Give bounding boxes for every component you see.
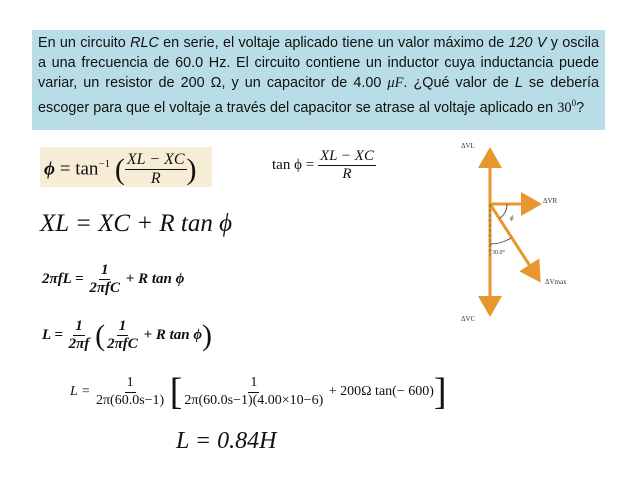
eq-L-fraction-1: $\frac{1}{2\pi f}$ (68, 318, 90, 353)
problem-statement (32, 30, 605, 130)
phasor-vmax-arrow (490, 204, 539, 280)
problem-angle: $30^0$ (557, 98, 577, 116)
eq-2pifl-fraction: $\frac{1}{\text{2πfC}}$ (89, 262, 121, 297)
equation-2pifl: 2πfL = $\frac{1}{\text{2πfC}}$ + R tan ϕ (42, 262, 185, 297)
label-phi: ϕ (510, 214, 514, 222)
eq-tan: = tan (59, 158, 99, 180)
problem-microfarad: μF (387, 75, 404, 91)
phasor-phi-arc (500, 204, 507, 218)
problem-voltage: 120 V (508, 35, 547, 51)
label-dvl: ΔVL (461, 142, 475, 150)
result-equation: L = 0.84H (176, 428, 277, 454)
eq-phi-symbol: ϕ (44, 158, 55, 180)
eq-sub-fraction-1: $\frac{1}{2\pi(60.0s-1)}$ (95, 375, 165, 408)
label-dvmax: ΔVmax (545, 278, 567, 286)
eq-tan-lhs: tan ϕ = (272, 157, 315, 174)
problem-rlc: RLC (130, 35, 159, 51)
problem-L: L (514, 75, 523, 91)
eq-tan-fraction: $\frac{XL - XC}{R}$ (319, 148, 374, 183)
label-angle: 30.0° (492, 250, 505, 256)
problem-text-f: ? (576, 99, 585, 116)
label-dvc: ΔVC (461, 315, 476, 323)
eq-box-fraction: $\frac{XL - XC}{R}$ (126, 151, 185, 188)
eq-L-fraction-2: $\frac{1}{\text{2πfC}}$ (107, 318, 138, 353)
equation-phi-arctan: $\phi = \tan^{-1}$ ( $\frac{XL - XC}{R}$ ) (44, 151, 197, 188)
problem-text-b: en serie, el voltaje aplicado tiene un valor máximo de (158, 35, 509, 51)
problem-text-c: y oscila a una frecuencia de 60.0 Hz. El circuito contiene un inductor cuya inductancia puede variar, un resistor de 200 Ω, y un capacitor de 4.00 (38, 35, 599, 91)
equation-substitution: L = $\frac{1}{2\pi(60.0s-1)}$ [ $\frac{1}{2\pi(60.0s-1)(4.00\times 10-6)}$ + 200Ω tan(− 600)] (70, 371, 447, 413)
problem-text-e: se debería escoger para que el voltaje a través del capacitor se atrase al voltaje aplicado en (38, 75, 599, 116)
problem-text-d: . ¿Qué valor de (403, 75, 515, 91)
equation-xl: XL = XC + R tan ϕ (40, 210, 233, 237)
phasor-30-arc (490, 238, 511, 244)
eq-sup: −1 (98, 157, 111, 170)
problem-text-a: En un circuito (38, 35, 131, 51)
eq-sub-fraction-2: $\frac{1}{2\pi(60.0s-1)(4.00\times 10-6)}$ (184, 375, 324, 408)
equation-L-formula: L = $\frac{1}{2\pi f}$ ( $\frac{1}{\text{2πfC}}$ + R tan ϕ) (42, 318, 213, 353)
label-dvr: ΔVR (543, 197, 558, 205)
equation-tan-phi (272, 148, 376, 184)
phasor-diagram (455, 138, 605, 338)
